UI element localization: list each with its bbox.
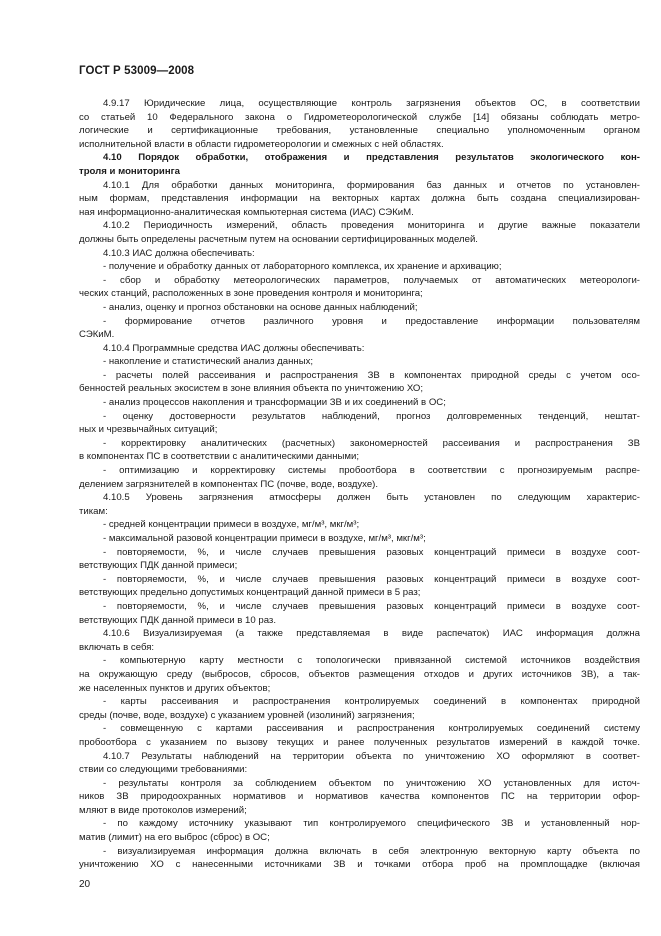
text-line: - компьютерную карту местности с топологически привязанной системой источников воздействия (103, 655, 640, 667)
text-line: 4.10.6 Визуализируемая (а также представляемая в виде распечаток) ИАС информация должна (103, 628, 640, 640)
text-line: в компонентах ПС в соответствии с аналитическими данными; (79, 451, 360, 463)
text-line: делением загрязнителей в компонентах ПС (почве, воде, воздухе). (79, 478, 379, 490)
text-line: - результаты контроля за соблюдением объектом по уничтожению ХО установленных для источ- (103, 777, 640, 789)
text-line: ников ЗВ природоохранных нормативов и нормативов качества компонентов ПС на территории офор- (79, 791, 640, 803)
text-line: включать в себя: (79, 641, 155, 653)
text-line: - повторяемости, %, и числе случаев превышения разовых концентраций примеси в воздухе соот- (103, 546, 640, 558)
page-number: 20 (79, 879, 91, 890)
text-line: бенностей реальных экосистем в зоне влияния объекта по уничтожению ХО; (79, 383, 424, 395)
text-line: - повторяемости, %, и числе случаев превышения разовых концентраций примеси в воздухе соот- (103, 573, 640, 585)
text-line: - анализ процессов накопления и трансформации ЗВ и их соединений в ОС; (103, 397, 446, 409)
text-line: пробоотбора с указанием по вызову текущих и ранее полученных результатов измерений в каждой точке. (79, 736, 640, 748)
text-line: со статьей 10 Федерального закона о Гидрометеорологической службе [14] обязаны соблюдать метро- (79, 111, 640, 123)
text-line: - накопление и статистический анализ данных; (103, 356, 314, 368)
text-line: логические и сертификационные требования, установленные специально уполномоченным органом (79, 125, 640, 137)
text-line: - совмещенную с картами рассеивания и распространения контролируемых соединений систему (103, 723, 640, 735)
text-line: на окружающую среду (выбросов, сбросов, объектов размещения отходов и других источников ЗВ), а так- (79, 668, 640, 680)
text-line: исполнительной власти в области гидрометеорологии и смежных с ней областях. (79, 138, 444, 150)
text-line: 4.10.1 Для обработки данных мониторинга, формирования баз данных и отчетов по установлен- (103, 179, 640, 191)
text-line: - корректировку аналитических (расчетных) закономерностей рассеивания и распространения ЗВ (103, 437, 640, 449)
text-line: - по каждому источнику указывают тип контролируемого специфического ЗВ и установленный нор- (103, 818, 640, 830)
text-line: ческих станций, расположенных в зоне проведения контроля и мониторинга; (79, 288, 423, 300)
text-line: среды (почве, воде, воздухе) с указанием уровней (изолиний) загрязнения; (79, 709, 415, 721)
text-line: СЭКиМ. (79, 329, 115, 341)
text-line: - анализ, оценку и прогноз обстановки на основе данных наблюдений; (103, 301, 418, 313)
text-line: троля и мониторинга (79, 165, 180, 177)
text-line: ветствующих предельно допустимых концентраций данной примеси в 5 раз; (79, 587, 421, 599)
text-line: 4.10 Порядок обработки, отображения и представления результатов экологического кон- (103, 152, 640, 164)
text-line: 4.10.5 Уровень загрязнения атмосферы должен быть установлен по следующим характерис- (103, 492, 640, 504)
text-line: - повторяемости, %, и числе случаев превышения разовых концентраций примеси в воздухе соот- (103, 600, 640, 612)
text-line: ная информационно-аналитическая компьютерная система (ИАС) СЭКиМ. (79, 206, 414, 218)
text-line: мляют в виде протоколов измерений; (79, 804, 247, 816)
text-line: - сбор и обработку метеорологических параметров, получаемых от автоматических метеорологи- (103, 274, 640, 286)
text-line: ветствующих ПДК данной примеси в 10 раз. (79, 614, 276, 626)
text-line: 4.10.4 Программные средства ИАС должны обеспечивать: (103, 342, 365, 354)
standard-code-header: ГОСТ Р 53009—2008 (79, 65, 195, 77)
text-line: уничтожению ХО с нанесенными источниками ЗВ и точками отбора проб на промплощадке (включая (79, 859, 640, 871)
text-line: 4.10.3 ИАС должна обеспечивать: (103, 247, 255, 259)
text-line: - средней концентрации примеси в воздухе, мг/м³, мкг/м³; (103, 519, 360, 531)
text-line: ствии со следующими требованиями: (79, 764, 248, 776)
document-body (79, 97, 640, 872)
text-line: 4.9.17 Юридические лица, осуществляющие контроль загрязнения объектов ОС, в соответствии (103, 98, 640, 109)
text-line: - максимальной разовой концентрации примеси в воздухе, мг/м³, мкг/м³; (103, 533, 426, 544)
text-line: - расчеты полей рассеивания и распространения ЗВ в компонентах природной среды с учетом осо- (103, 369, 640, 381)
text-line: ветствующих ПДК данной примеси; (79, 560, 238, 572)
text-line: - формирование отчетов различного уровня и предоставление информации пользователям (103, 315, 640, 327)
text-line: - оценку достоверности результатов наблюдений, прогноз долговременных тенденций, нештат- (103, 410, 640, 422)
text-line: ным формам, представления информации на векторных картах должна быть создана специализирован- (79, 193, 640, 205)
text-line: должны быть определены расчетным путем на основании сертифицированных моделей. (79, 233, 478, 245)
text-line: 4.10.2 Периодичность измерений, область проведения мониторинга и другие важные показатели (103, 220, 640, 232)
text-line: 4.10.7 Результаты наблюдений на территории объекта по уничтожению ХО оформляют в соответ- (103, 750, 640, 762)
text-line: матив (лимит) на его выброс (сброс) в ОС; (79, 832, 270, 844)
text-line: же населенных пунктов и других объектов; (79, 682, 271, 694)
text-line: тикам: (79, 505, 108, 517)
text-line: - визуализируемая информация должна включать в себя электронную векторную карту объекта по (103, 845, 640, 857)
text-line: - оптимизацию и корректировку системы пробоотбора в соответствии с прогнозируемым распре- (103, 465, 640, 477)
text-line: ных и чрезвычайных ситуаций; (79, 424, 218, 436)
text-line: - карты рассеивания и распространения контролируемых соединений в компонентах природной (103, 696, 640, 708)
text-line: - получение и обработку данных от лабораторного комплекса, их хранение и архивацию; (103, 261, 502, 273)
